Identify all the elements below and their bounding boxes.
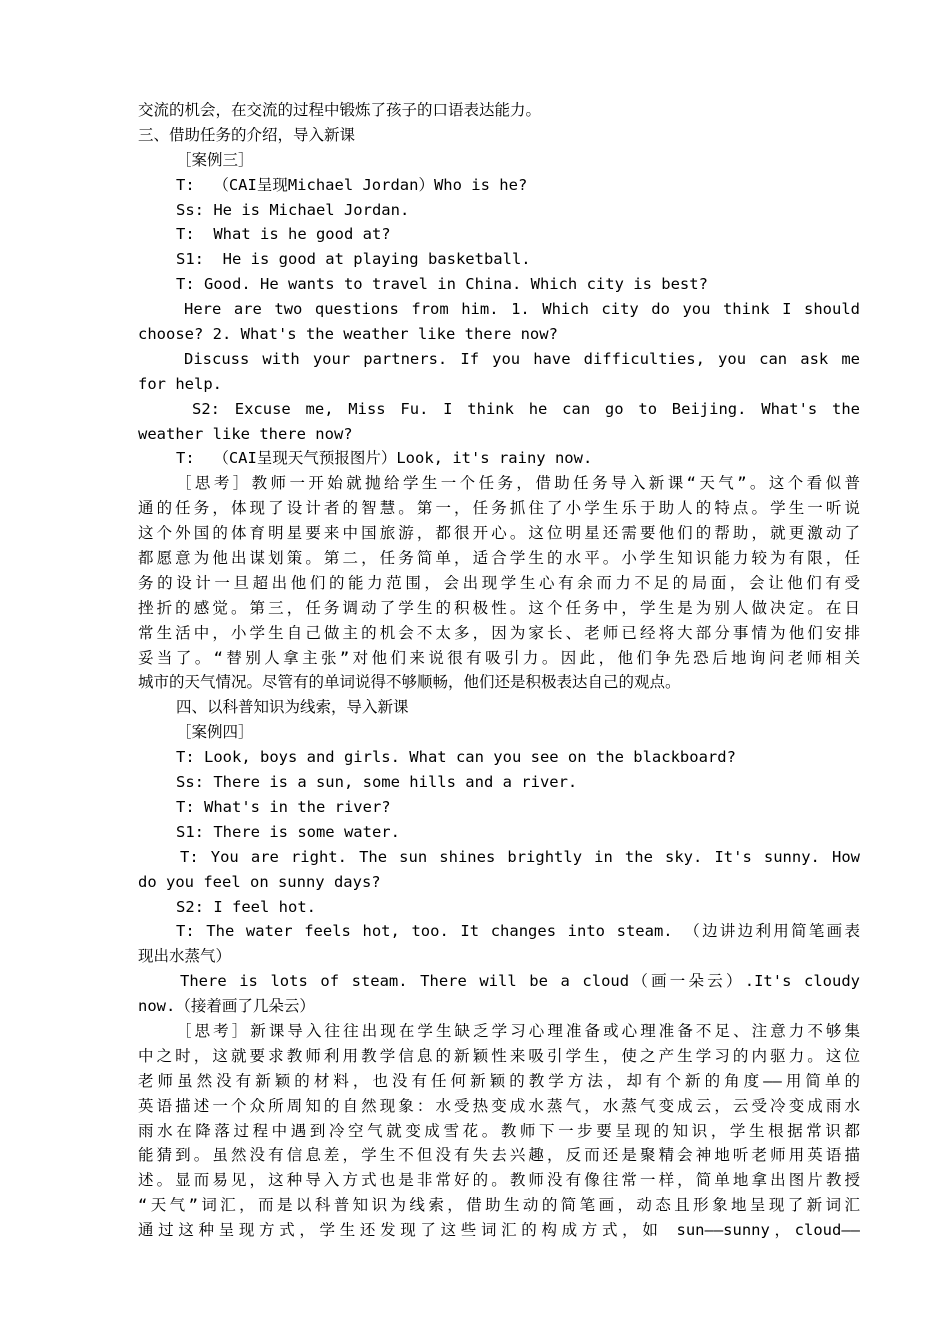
text-line: 挫折的感觉。第三，任务调动了学生的积极性。这个任务中，学生是为别人做决定。在日 (138, 598, 860, 617)
text-line: T: Look, boys and girls. What can you see on the blackboard? (176, 748, 736, 767)
text-line: 现出水蒸气） (138, 947, 232, 966)
text-line: S1: He is good at playing basketball. (176, 250, 531, 269)
text-line: There is lots of steam. There will be a cloud（画一朵云）.It's cloudy (180, 972, 860, 991)
text-line: T: You are right. The sun shines brightly in the sky. It's sunny. How (180, 847, 860, 866)
document-page (138, 98, 860, 1243)
text-line: 述。显而易见，这种导入方式也是非常好的。教师没有像往常一样，简单地拿出图片教授 (138, 1171, 860, 1190)
text-line: 通过这种呈现方式，学生还发现了这些词汇的构成方式，如 sun——sunny，cloud—— (138, 1221, 860, 1240)
text-line: T: （CAI呈现天气预报图片）Look, it's rainy now. (176, 449, 593, 468)
text-line: ［思考］新课导入往往出现在学生缺乏学习心理准备或心理准备不足、注意力不够集 (176, 1021, 860, 1040)
text-line: Ss: He is Michael Jordan. (176, 200, 410, 219)
text-line: 交流的机会，在交流的过程中锻炼了孩子的口语表达能力。 (138, 101, 542, 119)
text-line: 英语描述一个众所周知的自然现象：水受热变成水蒸气，水蒸气变成云，云受冷变成雨水 (138, 1096, 860, 1115)
text-line: now.（接着画了几朵云） (138, 997, 315, 1016)
text-line: for help. (138, 374, 222, 393)
text-line: do you feel on sunny days? (138, 872, 381, 891)
text-line: Here are two questions from him. 1. Which city do you think I should (184, 300, 860, 319)
text-line: S1: There is some water. (176, 822, 400, 841)
text-line: ［思考］教师一开始就抛给学生一个任务，借助任务导入新课“天气”。这个看似普 (176, 474, 860, 493)
text-line: “天气”词汇，而是以科普知识为线索，借助生动的简笔画，动态且形象地呈现了新词汇 (138, 1196, 860, 1215)
text-line: T: Good. He wants to travel in China. Which city is best? (176, 275, 708, 294)
text-line: choose? 2. What's the weather like there now? (138, 325, 558, 344)
text-line: T: The water feels hot, too. It changes into steam. （边讲边利用简笔画表 (176, 922, 860, 941)
text-line: 三、借助任务的介绍，导入新课 (138, 125, 356, 144)
text-line: 中之时，这就要求教师利用教学信息的新颖性来吸引学生，使之产生学习的内驱力。这位 (138, 1046, 860, 1065)
text-line: 常生活中，小学生自己做主的机会不太多，因为家长、老师已经将大部分事情为他们安排 (138, 623, 860, 642)
text-line: ［案例四］ (176, 723, 254, 742)
text-line: Discuss with your partners. If you have difficulties, you can ask me (184, 349, 860, 368)
text-line: 都愿意为他出谋划策。第二，任务简单，适合学生的水平。小学生知识能力较为有限，任 (138, 549, 860, 568)
text-line: weather like there now? (138, 424, 353, 443)
text-line: 雨水在降落过程中遇到冷空气就变成雪花。教师下一步要呈现的知识，学生根据常识都 (138, 1121, 860, 1140)
text-line: T: （CAI呈现Michael Jordan）Who is he? (176, 175, 528, 194)
text-line: 老师虽然没有新颖的材料，也没有任何新颖的教学方法，却有个新的角度——用简单的 (138, 1071, 860, 1090)
text-line: 这个外国的体育明星要来中国旅游，都很开心。这位明星还需要他们的帮助，就更激动了 (138, 524, 860, 543)
text-line: T: What is he good at? (176, 225, 391, 244)
text-line: 城市的天气情况。尽管有的单词说得不够顺畅，他们还是积极表达自己的观点。 (138, 673, 681, 692)
text-line: 通的任务，体现了设计者的智慧。第一，任务抓住了小学生乐于助人的特点。学生一听说 (138, 499, 860, 518)
text-line: 四、以科普知识为线索，导入新课 (176, 698, 409, 717)
text-line: S2: I feel hot. (176, 897, 316, 916)
text-line: Ss: There is a sun, some hills and a river. (176, 773, 578, 792)
text-line: ［案例三］ (176, 150, 254, 169)
text-line: T: What's in the river? (176, 797, 391, 816)
text-line: 务的设计一旦超出他们的能力范围，会出现学生心有余而力不足的局面，会让他们有受 (138, 573, 860, 592)
text-line: S2: Excuse me, Miss Fu. I think he can go to Beijing. What's the (192, 399, 860, 418)
text-line: 妥当了。“替别人拿主张”对他们来说很有吸引力。因此，他们争先恐后地询问老师相关 (138, 648, 860, 667)
text-line: 能猜到。虽然没有信息差，学生不但没有失去兴趣，反而还是聚精会神地听老师用英语描 (138, 1146, 860, 1165)
